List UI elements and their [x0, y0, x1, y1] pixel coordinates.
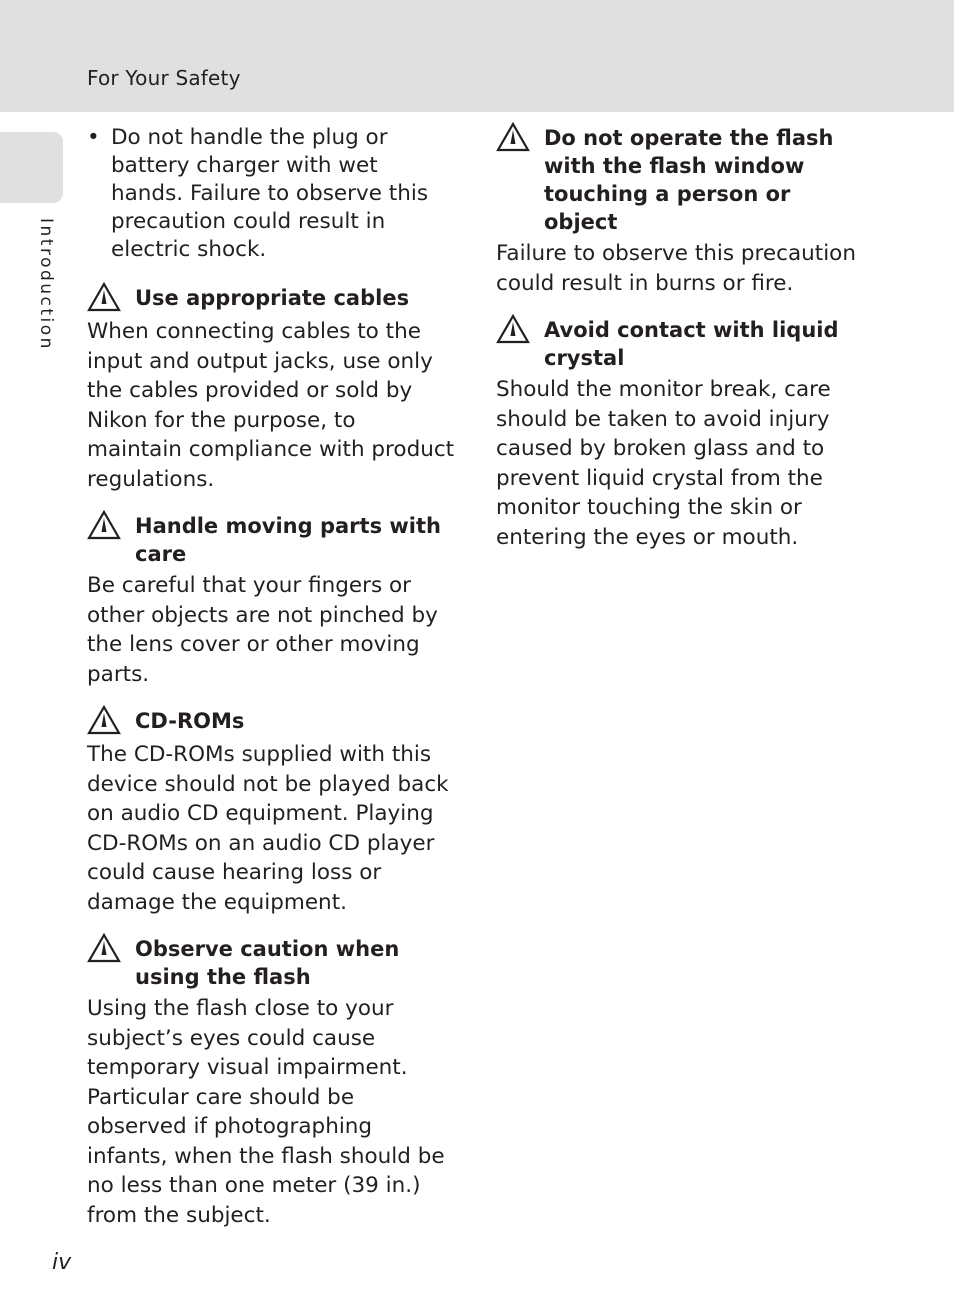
warning-triangle-icon — [496, 314, 544, 346]
section-body: Should the monitor break, care should be taken to avoid injury caused by broken glass and to prevent liquid crystal from the monitor touching the skin or entering the eyes or mouth. — [496, 377, 831, 550]
section-body: Failure to observe this precaution could result in burns or fire. — [496, 241, 856, 296]
warning-triangle-icon — [87, 282, 135, 314]
bullet-text: Do not handle the plug or battery charger with wet hands. Failure to observe this precaution could result in electric shock. — [111, 125, 429, 262]
section-body: Be careful that your fingers or other objects are not pinched by the lens cover or other moving parts. — [87, 573, 438, 687]
bullet-item — [87, 124, 455, 264]
chapter-tab-label: Introduction — [36, 218, 56, 351]
warning-triangle-icon — [496, 122, 544, 154]
section-title: CD-ROMs — [135, 709, 245, 733]
section-title: Handle moving parts with care — [135, 514, 441, 566]
page-header — [0, 0, 954, 112]
safety-section-moving-parts — [87, 512, 455, 689]
section-title: Observe caution when using the flash — [135, 937, 400, 989]
section-body: Using the flash close to your subject’s eyes could cause temporary visual impairment. Particular care should be observed if photographing infants, when the flash should be no less than one meter (39 in.) from the subject. — [87, 996, 445, 1228]
page-number: iv — [52, 1250, 72, 1275]
left-column — [87, 124, 455, 1248]
section-title: Do not operate the flash with the flash window touching a person or object — [544, 126, 834, 234]
warning-triangle-icon — [87, 933, 135, 965]
warning-triangle-icon — [87, 510, 135, 542]
warning-triangle-icon — [87, 705, 135, 737]
safety-section-flash-caution — [87, 935, 455, 1230]
bullet-dot: • — [87, 125, 100, 150]
safety-section-flash-window — [496, 124, 866, 298]
section-body: When connecting cables to the input and output jacks, use only the cables provided or sold by Nikon for the purpose, to maintain compliance with product regulations. — [87, 319, 455, 492]
safety-section-cd-roms — [87, 707, 455, 917]
header-title: For Your Safety — [87, 66, 241, 90]
section-title: Avoid contact with liquid crystal — [544, 318, 839, 370]
section-title: Use appropriate cables — [135, 286, 410, 310]
right-column — [496, 124, 866, 570]
safety-section-liquid-crystal — [496, 316, 866, 552]
safety-section-cables — [87, 284, 455, 494]
section-body: The CD-ROMs supplied with this device should not be played back on audio CD equipment. Playing CD-ROMs on an audio CD player could cause hearing loss or damage the equipment. — [87, 742, 449, 915]
chapter-tab — [0, 132, 63, 203]
